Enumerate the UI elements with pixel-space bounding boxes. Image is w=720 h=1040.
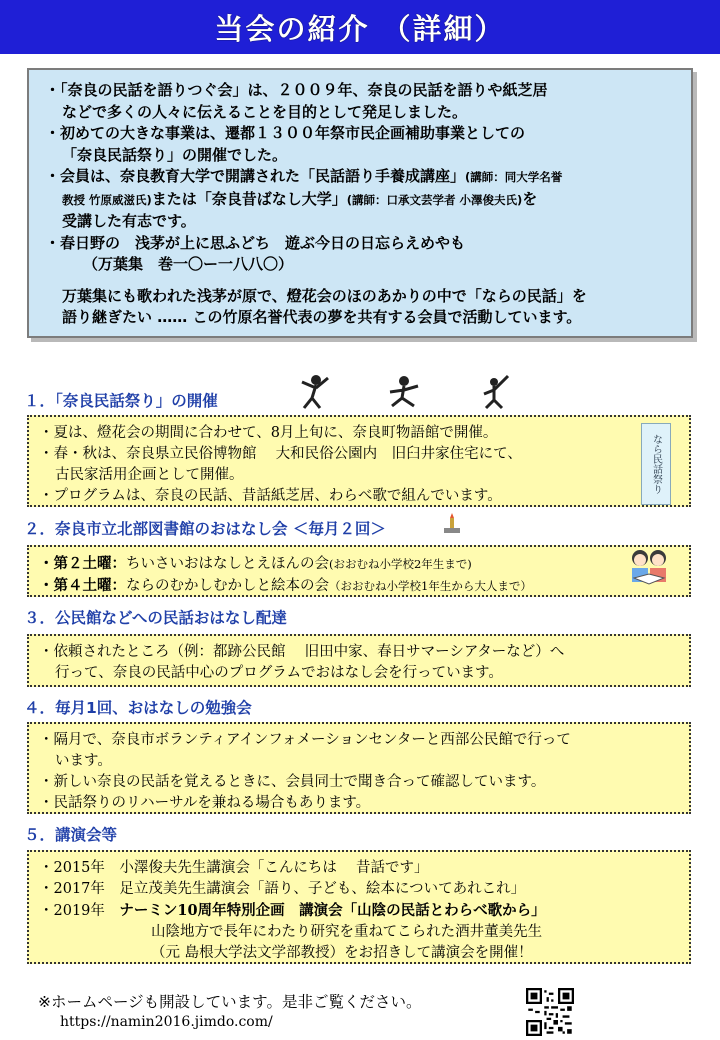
intro-line: 「奈良民話祭り」の開催でした。 bbox=[62, 145, 288, 164]
page-title: 当会の紹介 （詳細） bbox=[214, 11, 506, 46]
homepage-link[interactable]: https://namin2016.jimdo.com/ bbox=[60, 1014, 273, 1030]
poster-label: なら民話祭り bbox=[650, 434, 662, 494]
dancer-figure-icon bbox=[384, 372, 424, 410]
list-item: 行って、奈良の民話中心のプログラムでおはなし会を行っています。 bbox=[55, 665, 503, 681]
intro-line: 受講した有志です。 bbox=[62, 212, 196, 230]
section-2-box bbox=[27, 545, 691, 597]
section-4-box bbox=[27, 722, 691, 814]
section-3-title: ３．公民館などへの民話おはなし配達 bbox=[24, 609, 287, 627]
section-2-title: ２．奈良市立北部図書館のおはなし会 ＜毎月２回＞ bbox=[24, 520, 386, 538]
list-item: ・春・秋は、奈良県立民俗博物館 大和民俗公園内 旧臼井家住宅にて、 bbox=[39, 446, 522, 462]
list-item: ・第４土曜：ならのむかしむかしと絵本の会（おおむね小学校1年生から大人まで） bbox=[39, 577, 532, 594]
list-item: います。 bbox=[55, 753, 112, 769]
intro-line: ・「奈良の民話を語りつぐ会」は、２００９年、奈良の民話を語りや紙芝居 bbox=[45, 81, 548, 99]
qr-code-icon[interactable] bbox=[526, 988, 574, 1036]
homepage-note: ※ホームページも開設しています。是非ご覧ください。 bbox=[38, 993, 422, 1011]
list-item: 山陰地方で長年にわたり研究を重ねてこられた酒井董美先生 bbox=[151, 924, 543, 940]
list-item: ・民話祭りのリハーサルを兼ねる場合もあります。 bbox=[39, 795, 371, 811]
list-item: 古民家活用企画として開催。 bbox=[55, 467, 244, 483]
intro-poem-source: （万葉集 巻一〇ー一八八〇） bbox=[83, 255, 294, 273]
section-5-box bbox=[27, 850, 691, 964]
list-item: ・依頼されたところ（例：都跡公民館 旧田中家、春日サマーシアターなど）へ bbox=[39, 644, 565, 660]
list-item: ・夏は、燈花会の期間に合わせて、8月上旬に、奈良町物語館で開催。 bbox=[39, 425, 498, 441]
list-item: ・2015年 小澤俊夫先生講演会「こんにちは 昔話です」 bbox=[39, 860, 429, 876]
section-1-box bbox=[27, 415, 691, 507]
section-3-box bbox=[27, 634, 691, 687]
intro-line: 語り継ぎたい …… この竹原名誉代表の夢を共有する会員で活動しています。 bbox=[62, 308, 582, 326]
children-reading-icon bbox=[626, 546, 672, 590]
lamp-icon bbox=[440, 512, 464, 536]
list-item: ・2017年 足立茂美先生講演会「語り、子ども、絵本についてあれこれ」 bbox=[39, 881, 526, 897]
list-item: ・プログラムは、奈良の民話、昔話紙芝居、わらべ歌で組んでいます。 bbox=[39, 488, 502, 504]
intro-line: などで多くの人々に伝えることを目的として発足しました。 bbox=[62, 102, 468, 121]
section-1-title: １．「奈良民話祭り」の開催 bbox=[24, 392, 218, 410]
section-5-title: ５．講演会等 bbox=[24, 826, 118, 844]
list-item: （元 島根大学法文学部教授）をお招きして講演会を開催！ bbox=[151, 945, 533, 961]
intro-line: ・会員は、奈良教育大学で開講された「民話語り手養成講座」(講師：同大学名誉 bbox=[45, 167, 563, 185]
section-4-title: ４．毎月1回、おはなしの勉強会 bbox=[24, 699, 252, 717]
dancer-figure-icon bbox=[478, 372, 514, 410]
dancer-figure-icon bbox=[298, 372, 334, 412]
intro-line: 教授 竹原威滋氏)または「奈良昔ばなし大学」(講師：口承文芸学者 小澤俊夫氏)を bbox=[62, 189, 538, 208]
list-item: ・新しい奈良の民話を覚えるときに、会員同士で聞き合って確認しています。 bbox=[39, 774, 546, 790]
list-item: ・2019年 ナーミン10周年特別企画 講演会「山陰の民話とわらべ歌から」 bbox=[39, 902, 546, 919]
list-item: ・第２土曜：ちいさいおはなしとえほんの会(おおむね小学校2年生まで) bbox=[39, 555, 472, 572]
festival-poster bbox=[641, 423, 671, 505]
list-item: ・隔月で、奈良市ボランティアインフォメーションセンターと西部公民館で行って bbox=[39, 732, 571, 748]
intro-line: ・初めての大きな事業は、遷都１３００年祭市民企画補助事業としての bbox=[45, 124, 526, 142]
intro-poem: ・春日野の 浅茅が上に思ふどち 遊ぶ今日の日忘らえめやも bbox=[45, 233, 466, 252]
title-banner bbox=[0, 0, 720, 54]
intro-box bbox=[27, 68, 693, 338]
intro-line: 万葉集にも歌われた浅茅が原で、燈花会のほのあかりの中で「ならの民話」を bbox=[62, 286, 587, 305]
